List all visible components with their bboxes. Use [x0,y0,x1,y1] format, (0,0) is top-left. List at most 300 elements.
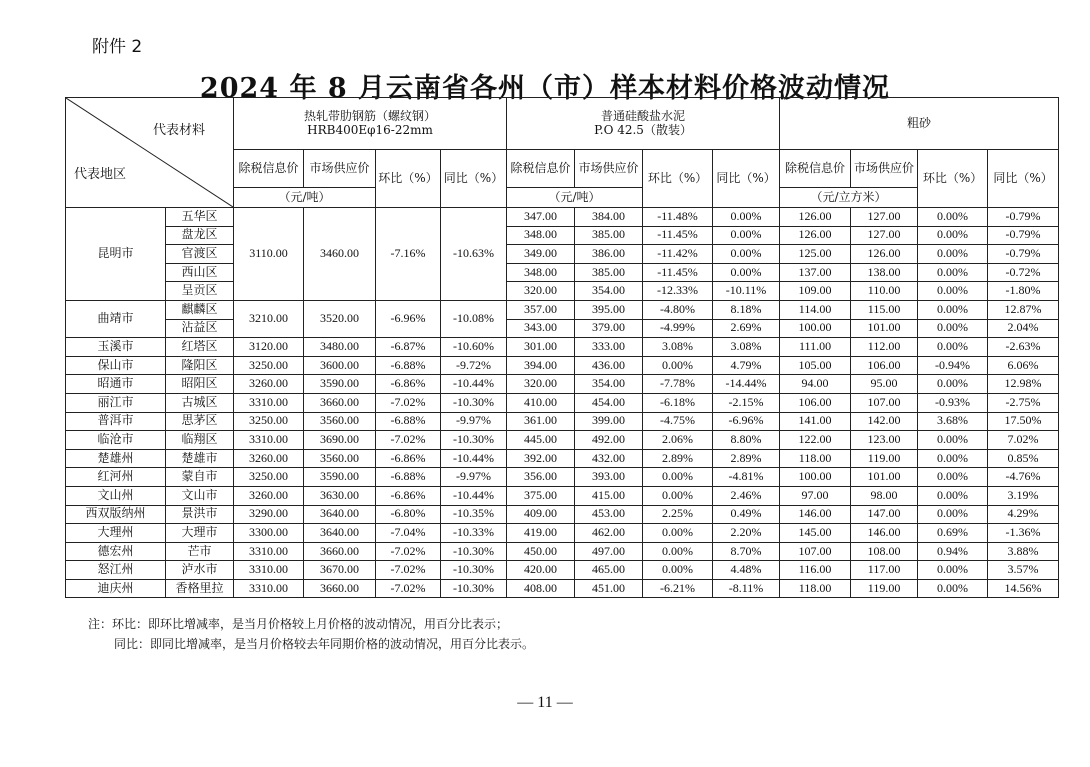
sand-market-price-cell: 127.00 [851,226,918,245]
cement-taxfree-price-cell: 357.00 [507,300,575,319]
sand-yoy-change-cell: 0.85% [988,449,1059,468]
steel-mom-change-cell: -7.02% [376,579,441,598]
steel-taxfree-price-cell: 3250.00 [234,356,304,375]
table-row [66,208,1059,227]
steel-yoy-change-cell: -10.30% [441,393,507,412]
sand-market-price-cell: 142.00 [851,412,918,431]
cement-taxfree-price-cell: 419.00 [507,524,575,543]
steel-market-price-cell: 3640.00 [304,505,376,524]
cement-mom-change-cell: 2.89% [643,449,713,468]
sand-mom-change-cell: 0.00% [918,300,988,319]
cement-yoy-change-cell: 2.89% [713,449,780,468]
cement-market-price-cell: 462.00 [575,524,643,543]
col-yoy-2: 同比（%） [713,150,780,208]
sand-yoy-change-cell: -0.79% [988,245,1059,264]
sand-mom-change-cell: 3.68% [918,412,988,431]
sand-yoy-change-cell: 3.88% [988,542,1059,561]
sand-taxfree-price-cell: 146.00 [780,505,851,524]
unit-steel: （元/吨） [234,188,376,208]
cement-market-price-cell: 453.00 [575,505,643,524]
cement-taxfree-price-cell: 394.00 [507,356,575,375]
cement-taxfree-price-cell: 320.00 [507,375,575,394]
cement-yoy-change-cell: 0.49% [713,505,780,524]
steel-mom-change-cell: -6.87% [376,338,441,357]
page-number: — 11 — [517,694,573,711]
cement-market-price-cell: 395.00 [575,300,643,319]
steel-yoy-change-cell: -10.30% [441,561,507,580]
sand-mom-change-cell: 0.00% [918,486,988,505]
steel-market-price-cell: 3590.00 [304,375,376,394]
table-row [66,393,1059,412]
steel-market-price-cell: 3560.00 [304,412,376,431]
cement-yoy-change-cell: -4.81% [713,468,780,487]
cement-market-price-cell: 436.00 [575,356,643,375]
steel-market-price-cell: 3600.00 [304,356,376,375]
cement-mom-change-cell: -6.18% [643,393,713,412]
sand-taxfree-price-cell: 118.00 [780,579,851,598]
cement-taxfree-price-cell: 348.00 [507,226,575,245]
cement-yoy-change-cell: -10.11% [713,282,780,301]
steel-market-price-cell: 3660.00 [304,542,376,561]
cement-market-price-cell: 386.00 [575,245,643,264]
header-corner [66,98,234,208]
table-row [66,282,1059,301]
steel-mom-change-cell: -6.96% [376,300,441,337]
city-cell: 昆明市 [66,208,166,301]
sand-market-price-cell: 110.00 [851,282,918,301]
cement-market-price-cell: 451.00 [575,579,643,598]
sand-market-price-cell: 101.00 [851,319,918,338]
col-taxfree-1: 除税信息价 [234,150,304,188]
col-market-2: 市场供应价 [575,150,643,188]
district-cell: 昭阳区 [166,375,234,394]
cement-taxfree-price-cell: 375.00 [507,486,575,505]
steel-market-price-cell: 3660.00 [304,579,376,598]
table-row [66,412,1059,431]
cement-mom-change-cell: -4.80% [643,300,713,319]
steel-mom-change-cell: -6.86% [376,486,441,505]
city-cell: 大理州 [66,524,166,543]
city-cell: 楚雄州 [66,449,166,468]
sand-taxfree-price-cell: 94.00 [780,375,851,394]
cement-taxfree-price-cell: 347.00 [507,208,575,227]
city-cell: 曲靖市 [66,300,166,337]
sand-market-price-cell: 115.00 [851,300,918,319]
sand-taxfree-price-cell: 141.00 [780,412,851,431]
material-cement-name: 普通硅酸盐水泥 [601,108,686,123]
steel-mom-change-cell: -7.16% [376,208,441,301]
cement-mom-change-cell: 0.00% [643,468,713,487]
cement-yoy-change-cell: 2.69% [713,319,780,338]
cement-yoy-change-cell: -2.15% [713,393,780,412]
steel-yoy-change-cell: -10.08% [441,300,507,337]
steel-yoy-change-cell: -10.63% [441,208,507,301]
cement-yoy-change-cell: 8.18% [713,300,780,319]
sand-market-price-cell: 101.00 [851,468,918,487]
steel-mom-change-cell: -6.88% [376,468,441,487]
sand-mom-change-cell: 0.00% [918,375,988,394]
steel-market-price-cell: 3690.00 [304,431,376,450]
col-market-3: 市场供应价 [851,150,918,188]
sand-taxfree-price-cell: 111.00 [780,338,851,357]
district-cell: 五华区 [166,208,234,227]
steel-yoy-change-cell: -10.30% [441,542,507,561]
cement-taxfree-price-cell: 408.00 [507,579,575,598]
district-cell: 古城区 [166,393,234,412]
district-cell: 香格里拉 [166,579,234,598]
sand-taxfree-price-cell: 118.00 [780,449,851,468]
col-mom-2: 环比（%） [643,150,713,208]
cement-mom-change-cell: -12.33% [643,282,713,301]
col-mom-1: 环比（%） [376,150,441,208]
cement-mom-change-cell: -7.78% [643,375,713,394]
district-cell: 大理市 [166,524,234,543]
sand-market-price-cell: 106.00 [851,356,918,375]
sand-taxfree-price-cell: 109.00 [780,282,851,301]
cement-taxfree-price-cell: 410.00 [507,393,575,412]
cement-taxfree-price-cell: 356.00 [507,468,575,487]
cement-taxfree-price-cell: 301.00 [507,338,575,357]
cement-market-price-cell: 454.00 [575,393,643,412]
steel-taxfree-price-cell: 3250.00 [234,468,304,487]
sand-yoy-change-cell: 17.50% [988,412,1059,431]
cement-yoy-change-cell: 0.00% [713,245,780,264]
steel-taxfree-price-cell: 3290.00 [234,505,304,524]
city-cell: 保山市 [66,356,166,375]
sand-taxfree-price-cell: 105.00 [780,356,851,375]
cement-yoy-change-cell: 4.48% [713,561,780,580]
steel-taxfree-price-cell: 3310.00 [234,542,304,561]
material-cement-header [507,98,780,150]
steel-taxfree-price-cell: 3310.00 [234,431,304,450]
sand-mom-change-cell: 0.00% [918,579,988,598]
cement-mom-change-cell: 0.00% [643,486,713,505]
sand-mom-change-cell: 0.69% [918,524,988,543]
sand-yoy-change-cell: 2.04% [988,319,1059,338]
steel-market-price-cell: 3590.00 [304,468,376,487]
sand-market-price-cell: 112.00 [851,338,918,357]
cement-mom-change-cell: 2.06% [643,431,713,450]
steel-taxfree-price-cell: 3310.00 [234,579,304,598]
steel-yoy-change-cell: -9.72% [441,356,507,375]
table-row [66,356,1059,375]
sand-yoy-change-cell: -1.36% [988,524,1059,543]
steel-taxfree-price-cell: 3260.00 [234,375,304,394]
cement-market-price-cell: 354.00 [575,282,643,301]
sand-mom-change-cell: 0.00% [918,208,988,227]
cement-yoy-change-cell: 0.00% [713,208,780,227]
table-row [66,431,1059,450]
steel-market-price-cell: 3660.00 [304,393,376,412]
table-row [66,524,1059,543]
district-cell: 景洪市 [166,505,234,524]
district-cell: 麒麟区 [166,300,234,319]
sand-mom-change-cell: 0.00% [918,431,988,450]
sand-mom-change-cell: 0.00% [918,245,988,264]
sand-mom-change-cell: 0.00% [918,468,988,487]
steel-market-price-cell: 3480.00 [304,338,376,357]
cement-taxfree-price-cell: 450.00 [507,542,575,561]
sand-market-price-cell: 119.00 [851,449,918,468]
rep-material-label: 代表材料 [152,123,205,138]
city-cell: 红河州 [66,468,166,487]
unit-sand: （元/立方米） [780,188,918,208]
sand-yoy-change-cell: 7.02% [988,431,1059,450]
district-cell: 临翔区 [166,431,234,450]
notes [88,614,534,654]
cement-market-price-cell: 393.00 [575,468,643,487]
table-row [66,542,1059,561]
sand-market-price-cell: 98.00 [851,486,918,505]
sand-mom-change-cell: 0.00% [918,561,988,580]
steel-market-price-cell: 3640.00 [304,524,376,543]
cement-mom-change-cell: 0.00% [643,524,713,543]
cement-taxfree-price-cell: 445.00 [507,431,575,450]
cement-yoy-change-cell: 3.08% [713,338,780,357]
steel-market-price-cell: 3560.00 [304,449,376,468]
cement-taxfree-price-cell: 349.00 [507,245,575,264]
cement-yoy-change-cell: 2.46% [713,486,780,505]
cement-market-price-cell: 497.00 [575,542,643,561]
sand-yoy-change-cell: -2.75% [988,393,1059,412]
district-cell: 泸水市 [166,561,234,580]
district-cell: 芒市 [166,542,234,561]
cement-mom-change-cell: -11.42% [643,245,713,264]
sand-yoy-change-cell: 4.29% [988,505,1059,524]
steel-yoy-change-cell: -9.97% [441,412,507,431]
sand-market-price-cell: 126.00 [851,245,918,264]
steel-market-price-cell: 3630.00 [304,486,376,505]
cement-market-price-cell: 384.00 [575,208,643,227]
sand-taxfree-price-cell: 106.00 [780,393,851,412]
cement-taxfree-price-cell: 361.00 [507,412,575,431]
cement-mom-change-cell: 0.00% [643,542,713,561]
city-cell: 临沧市 [66,431,166,450]
district-cell: 楚雄市 [166,449,234,468]
district-cell: 蒙自市 [166,468,234,487]
steel-taxfree-price-cell: 3300.00 [234,524,304,543]
district-cell: 隆阳区 [166,356,234,375]
table-row [66,300,1059,319]
rep-region-label: 代表地区 [74,167,127,183]
cement-mom-change-cell: -4.75% [643,412,713,431]
cement-market-price-cell: 385.00 [575,263,643,282]
sand-yoy-change-cell: -0.72% [988,263,1059,282]
cement-mom-change-cell: 3.08% [643,338,713,357]
sand-yoy-change-cell: 6.06% [988,356,1059,375]
sand-yoy-change-cell: 3.57% [988,561,1059,580]
district-cell: 官渡区 [166,245,234,264]
cement-taxfree-price-cell: 420.00 [507,561,575,580]
material-steel-header [234,98,507,150]
cement-market-price-cell: 333.00 [575,338,643,357]
steel-mom-change-cell: -6.88% [376,412,441,431]
table-row [66,468,1059,487]
table-row [66,263,1059,282]
steel-yoy-change-cell: -10.44% [441,375,507,394]
district-cell: 文山市 [166,486,234,505]
steel-taxfree-price-cell: 3210.00 [234,300,304,337]
sand-taxfree-price-cell: 107.00 [780,542,851,561]
sand-taxfree-price-cell: 137.00 [780,263,851,282]
steel-yoy-change-cell: -10.30% [441,431,507,450]
city-cell: 丽江市 [66,393,166,412]
cement-market-price-cell: 492.00 [575,431,643,450]
cement-market-price-cell: 432.00 [575,449,643,468]
steel-mom-change-cell: -7.02% [376,561,441,580]
sand-market-price-cell: 146.00 [851,524,918,543]
table-row [66,375,1059,394]
sand-taxfree-price-cell: 100.00 [780,468,851,487]
cement-yoy-change-cell: 0.00% [713,226,780,245]
city-cell: 普洱市 [66,412,166,431]
sand-taxfree-price-cell: 100.00 [780,319,851,338]
steel-yoy-change-cell: -10.33% [441,524,507,543]
sand-mom-change-cell: 0.00% [918,319,988,338]
sand-taxfree-price-cell: 126.00 [780,226,851,245]
steel-taxfree-price-cell: 3260.00 [234,449,304,468]
cement-yoy-change-cell: -6.96% [713,412,780,431]
city-cell: 西双版纳州 [66,505,166,524]
attachment-label: 附件 2 [92,37,143,57]
sand-yoy-change-cell: 12.87% [988,300,1059,319]
cement-mom-change-cell: -4.99% [643,319,713,338]
cement-taxfree-price-cell: 348.00 [507,263,575,282]
cement-mom-change-cell: 0.00% [643,561,713,580]
cement-yoy-change-cell: 4.79% [713,356,780,375]
district-cell: 盘龙区 [166,226,234,245]
sand-market-price-cell: 123.00 [851,431,918,450]
sand-yoy-change-cell: 14.56% [988,579,1059,598]
sand-taxfree-price-cell: 125.00 [780,245,851,264]
city-cell: 玉溪市 [66,338,166,357]
sand-mom-change-cell: 0.00% [918,338,988,357]
sand-yoy-change-cell: -0.79% [988,226,1059,245]
sand-yoy-change-cell: 12.98% [988,375,1059,394]
page-title: 2024 年 8 月云南省各州（市）样本材料价格波动情况 [199,73,891,104]
sand-market-price-cell: 119.00 [851,579,918,598]
cement-market-price-cell: 354.00 [575,375,643,394]
steel-mom-change-cell: -6.86% [376,449,441,468]
steel-mom-change-cell: -6.88% [376,356,441,375]
table-row [66,486,1059,505]
steel-market-price-cell: 3460.00 [304,208,376,301]
sand-taxfree-price-cell: 122.00 [780,431,851,450]
city-cell: 怒江州 [66,561,166,580]
sand-yoy-change-cell: -4.76% [988,468,1059,487]
cement-mom-change-cell: -11.48% [643,208,713,227]
city-cell: 昭通市 [66,375,166,394]
table-row [66,319,1059,338]
sand-mom-change-cell: 0.94% [918,542,988,561]
cement-taxfree-price-cell: 392.00 [507,449,575,468]
steel-yoy-change-cell: -10.60% [441,338,507,357]
col-mom-3: 环比（%） [918,150,988,208]
cement-mom-change-cell: -11.45% [643,226,713,245]
sand-mom-change-cell: 0.00% [918,449,988,468]
sand-mom-change-cell: 0.00% [918,226,988,245]
steel-yoy-change-cell: -10.35% [441,505,507,524]
sand-taxfree-price-cell: 116.00 [780,561,851,580]
cement-mom-change-cell: 0.00% [643,356,713,375]
diagonal-line-icon [66,98,233,207]
sand-market-price-cell: 127.00 [851,208,918,227]
steel-yoy-change-cell: -10.44% [441,486,507,505]
steel-taxfree-price-cell: 3310.00 [234,393,304,412]
unit-cement: （元/吨） [507,188,643,208]
district-cell: 思茅区 [166,412,234,431]
sand-mom-change-cell: 0.00% [918,263,988,282]
steel-taxfree-price-cell: 3120.00 [234,338,304,357]
cement-yoy-change-cell: -8.11% [713,579,780,598]
table-row [66,449,1059,468]
steel-taxfree-price-cell: 3110.00 [234,208,304,301]
col-yoy-1: 同比（%） [441,150,507,208]
cement-market-price-cell: 465.00 [575,561,643,580]
city-cell: 迪庆州 [66,579,166,598]
district-cell: 呈贡区 [166,282,234,301]
steel-mom-change-cell: -7.02% [376,542,441,561]
cement-mom-change-cell: -6.21% [643,579,713,598]
col-taxfree-2: 除税信息价 [507,150,575,188]
table-row [66,338,1059,357]
sand-mom-change-cell: -0.94% [918,356,988,375]
steel-market-price-cell: 3670.00 [304,561,376,580]
district-cell: 红塔区 [166,338,234,357]
cement-market-price-cell: 379.00 [575,319,643,338]
table-row [66,245,1059,264]
sand-market-price-cell: 108.00 [851,542,918,561]
steel-mom-change-cell: -6.80% [376,505,441,524]
city-cell: 文山州 [66,486,166,505]
col-taxfree-3: 除税信息价 [780,150,851,188]
steel-yoy-change-cell: -10.44% [441,449,507,468]
steel-yoy-change-cell: -10.30% [441,579,507,598]
sand-yoy-change-cell: -0.79% [988,208,1059,227]
note-line-1: 注：环比：即环比增减率，是当月价格较上月价格的波动情况，用百分比表示； [88,617,509,631]
steel-mom-change-cell: -7.04% [376,524,441,543]
sand-yoy-change-cell: -2.63% [988,338,1059,357]
sand-taxfree-price-cell: 97.00 [780,486,851,505]
sand-yoy-change-cell: 3.19% [988,486,1059,505]
sand-market-price-cell: 138.00 [851,263,918,282]
city-cell: 德宏州 [66,542,166,561]
material-cement-spec: P.O 42.5（散装） [594,122,692,137]
sand-taxfree-price-cell: 145.00 [780,524,851,543]
table-row [66,579,1059,598]
steel-taxfree-price-cell: 3260.00 [234,486,304,505]
sand-yoy-change-cell: -1.80% [988,282,1059,301]
steel-taxfree-price-cell: 3250.00 [234,412,304,431]
cement-taxfree-price-cell: 343.00 [507,319,575,338]
cement-yoy-change-cell: 0.00% [713,263,780,282]
sand-mom-change-cell: 0.00% [918,282,988,301]
steel-market-price-cell: 3520.00 [304,300,376,337]
material-steel-spec: HRB400Eφ16-22mm [307,122,433,137]
table-row [66,505,1059,524]
cement-mom-change-cell: 2.25% [643,505,713,524]
steel-mom-change-cell: -7.02% [376,393,441,412]
sand-market-price-cell: 107.00 [851,393,918,412]
material-sand-header: 粗砂 [780,98,1059,150]
district-cell: 沾益区 [166,319,234,338]
col-yoy-3: 同比（%） [988,150,1059,208]
steel-taxfree-price-cell: 3310.00 [234,561,304,580]
price-table [65,97,1059,598]
note-line-2: 同比：即同比增减率，是当月价格较去年同期价格的波动情况，用百分比表示。 [114,637,535,651]
steel-yoy-change-cell: -9.97% [441,468,507,487]
table-row [66,226,1059,245]
